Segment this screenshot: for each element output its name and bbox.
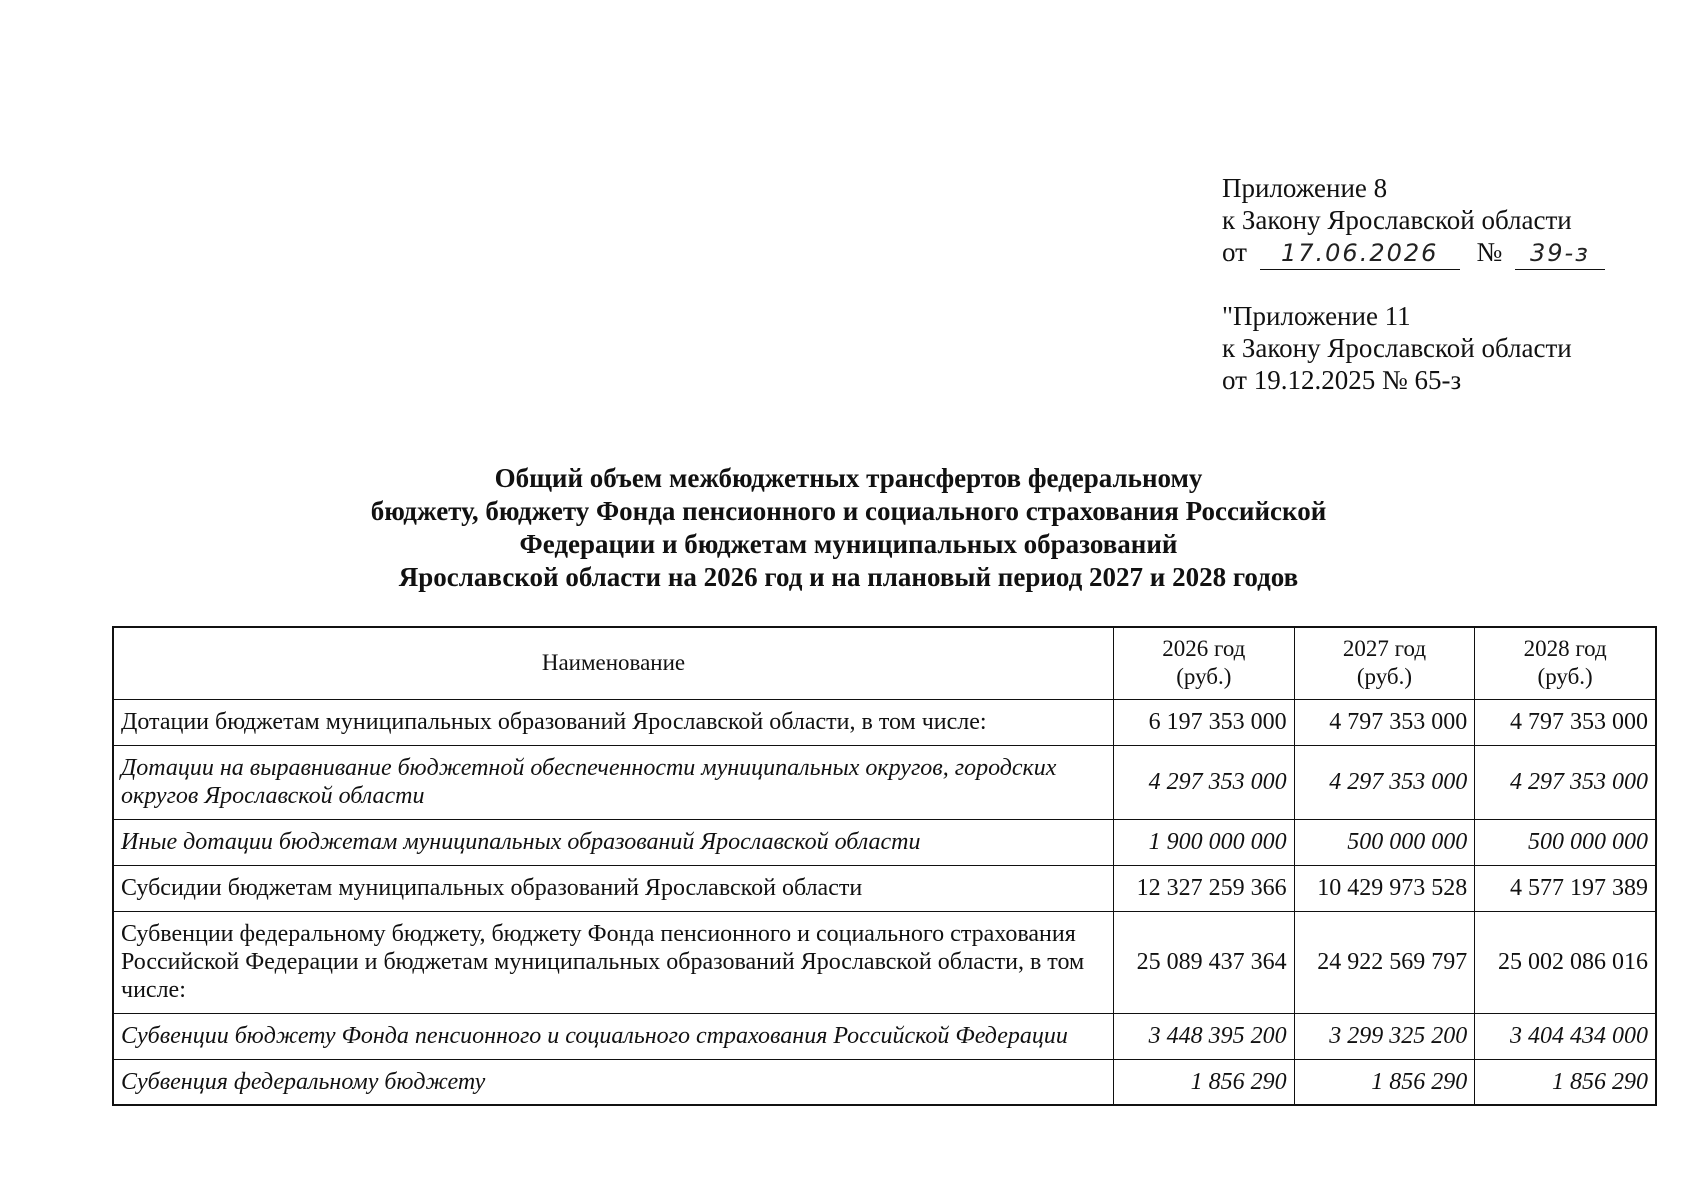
value-2026: 1 856 290 — [1114, 1059, 1295, 1105]
title-line: Общий объем межбюджетных трансфертов федеральному — [494, 463, 1203, 493]
annex-block — [1222, 172, 1605, 270]
value-2028: 4 577 197 389 — [1475, 865, 1656, 911]
title-line: бюджету, бюджету Фонда пенсионного и социального страхования Российской — [370, 496, 1327, 526]
header-2027 — [1294, 627, 1475, 699]
original-annex-line: "Приложение 11 — [1222, 301, 1411, 331]
header-2026 — [1114, 627, 1295, 699]
value-2028: 500 000 000 — [1475, 819, 1656, 865]
value-2027: 4 297 353 000 — [1294, 745, 1475, 819]
row-name: Субвенции бюджету Фонда пенсионного и социального страхования Российской Федерации — [113, 1013, 1114, 1059]
value-2027: 1 856 290 — [1294, 1059, 1475, 1105]
title-line: Федерации и бюджетам муниципальных образований — [519, 529, 1178, 559]
value-2028: 25 002 086 016 — [1475, 911, 1656, 1013]
header-name: Наименование — [113, 627, 1114, 699]
value-2026: 6 197 353 000 — [1114, 699, 1295, 745]
value-2026: 3 448 395 200 — [1114, 1013, 1295, 1059]
value-2027: 4 797 353 000 — [1294, 699, 1475, 745]
value-2026: 4 297 353 000 — [1114, 745, 1295, 819]
annex-date-line — [1222, 236, 1605, 270]
number-sign: № — [1476, 237, 1503, 267]
annex-line: Приложение 8 — [1222, 173, 1388, 203]
value-2028: 4 797 353 000 — [1475, 699, 1656, 745]
original-annex-law-line: к Закону Ярославской области — [1222, 333, 1572, 363]
value-2028: 4 297 353 000 — [1475, 745, 1656, 819]
original-annex-date-line: от 19.12.2025 № 65-з — [1222, 365, 1462, 395]
header-unit: (руб.) — [1356, 664, 1413, 690]
table-row — [113, 819, 1656, 865]
row-name: Дотации бюджетам муниципальных образований Ярославской области, в том числе: — [113, 699, 1114, 745]
document-title — [0, 462, 1697, 594]
original-annex-block — [1222, 300, 1572, 396]
table-row — [113, 1059, 1656, 1105]
row-name: Субсидии бюджетам муниципальных образований Ярославской области — [113, 865, 1114, 911]
value-2026: 12 327 259 366 — [1114, 865, 1295, 911]
value-2027: 500 000 000 — [1294, 819, 1475, 865]
header-year: 2026 год — [1162, 636, 1246, 662]
value-2026: 1 900 000 000 — [1114, 819, 1295, 865]
table-row — [113, 865, 1656, 911]
from-label: от — [1222, 237, 1247, 267]
row-name: Субвенции федеральному бюджету, бюджету Фонда пенсионного и социального страхования Российской Федерации и бюджетам муниципальных образований Ярославской области, в том числе: — [113, 911, 1114, 1013]
table-row — [113, 1013, 1656, 1059]
transfers-table — [112, 626, 1657, 1106]
value-2028: 3 404 434 000 — [1475, 1013, 1656, 1059]
value-2026: 25 089 437 364 — [1114, 911, 1295, 1013]
table-row — [113, 745, 1656, 819]
title-line: Ярославской области на 2026 год и на плановый период 2027 и 2028 годов — [398, 562, 1299, 592]
header-unit: (руб.) — [1537, 664, 1593, 690]
annex-law-line: к Закону Ярославской области — [1222, 205, 1572, 235]
value-2027: 3 299 325 200 — [1294, 1013, 1475, 1059]
row-name: Дотации на выравнивание бюджетной обеспеченности муниципальных округов, городских округов Ярославской области — [113, 745, 1114, 819]
header-2028 — [1475, 627, 1656, 699]
header-unit: (руб.) — [1176, 664, 1232, 690]
value-2028: 1 856 290 — [1475, 1059, 1656, 1105]
header-year: 2028 год — [1523, 636, 1607, 662]
handwritten-date: 17.06.2026 — [1260, 237, 1460, 270]
row-name: Субвенция федеральному бюджету — [113, 1059, 1114, 1105]
value-2027: 24 922 569 797 — [1294, 911, 1475, 1013]
handwritten-number: 39-з — [1515, 237, 1605, 270]
row-name: Иные дотации бюджетам муниципальных образований Ярославской области — [113, 819, 1114, 865]
table-row — [113, 911, 1656, 1013]
table-header-row — [113, 627, 1656, 699]
table-row — [113, 699, 1656, 745]
value-2027: 10 429 973 528 — [1294, 865, 1475, 911]
header-year: 2027 год — [1342, 636, 1427, 662]
